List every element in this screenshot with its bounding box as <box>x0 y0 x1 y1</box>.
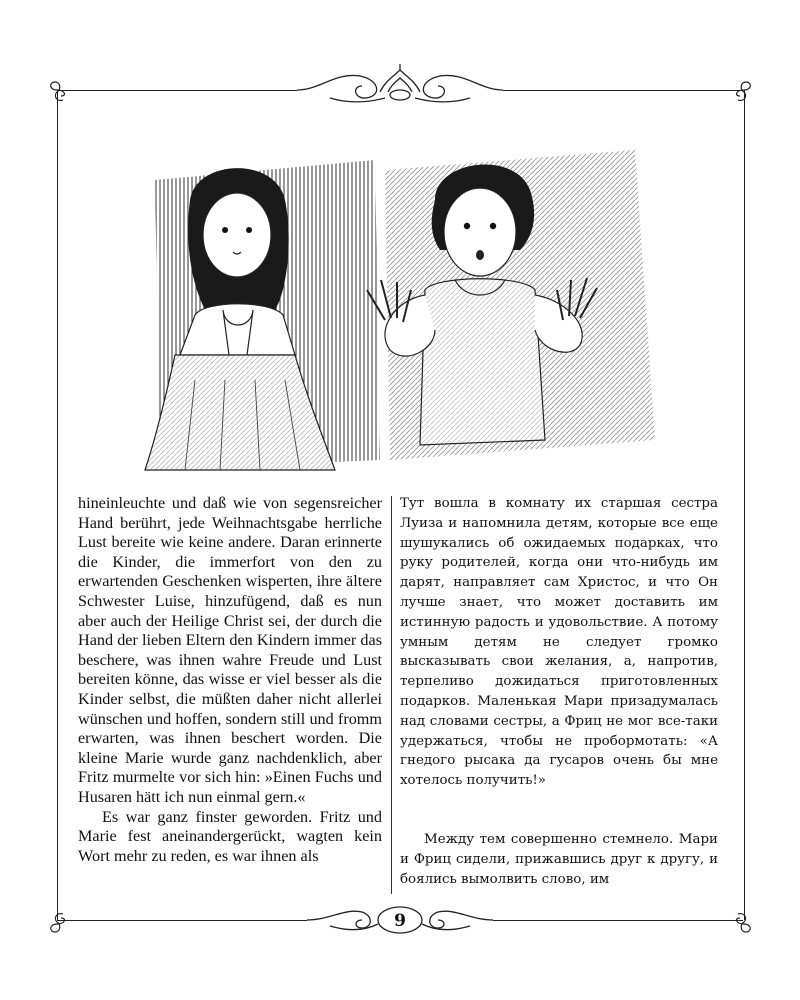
frame-bottom-right-line <box>493 920 743 921</box>
corner-ornament-bottom-right <box>728 906 758 936</box>
corner-ornament-top-right <box>728 78 758 108</box>
children-engraving-illustration <box>135 140 665 475</box>
page-number: 9 <box>394 911 406 931</box>
russian-paragraph-1: Тут вошла в комнату их старшая сестра Луиза и напомнила детям, которые все еще шушукались об ожидаемых подарках, что руку родителей, когда они что-нибудь им дарят, направляет сам Христос, и что Он лучше знает, что может доставить им истинную радость и удовольствие. А потому умным детям не следует громко высказывать свои желания, а, напротив, терпеливо дожидаться приготовленных подарков. Маленькая Мари призадумалась над словами сестры, а Фриц не мог все-таки удержаться, чтобы не пробормотать: «А гнедого рысака да гусаров очень бы мне хотелось получить!» <box>400 496 718 789</box>
russian-paragraph-2: Между тем совершенно стемнело. Мари и Фриц сидели, прижавшись друг к другу, и боялись вымолвить слово, им <box>400 831 718 887</box>
german-paragraph-1: hineinleuchte und daß wie von segensreicher Hand berührt, jede Weihnachtsgabe herrliche Lust bereite wie keine andere. Daran erinnerte die Kinder, die immerfort von den zu erwartenden Geschenken wisperten, ihre ältere Schwester Luise, hinzufügend, daß es nun aber auch der Heilige Christ sei, der durch die Hand der lieben Eltern den Kindern immer das beschere, was ihnen wahre Freude und Lust bereiten könne, das wisse er viel besser als die Kinder selbst, die müßten daher nicht allerlei wünschen und hoffen, sondern still und fromm erwarten, was ihnen beschert worden. Die kleine Marie wurde ganz nachdenklich, aber Fritz murmelte vor sich hin: »Einen Fuchs und Husaren hätt ich nun einmal gern.« <box>78 494 382 806</box>
column-divider <box>391 496 392 894</box>
corner-ornament-bottom-left <box>43 906 73 936</box>
frame-bottom-left-line <box>57 920 307 921</box>
corner-ornament-top-left <box>43 78 73 108</box>
frame-top-right-line <box>503 90 743 91</box>
russian-text-column <box>400 494 718 889</box>
frame-top-left-line <box>57 90 297 91</box>
german-text-column <box>78 494 382 866</box>
german-paragraph-2: Es war ganz finster geworden. Fritz und Marie fest aneinandergerückt, wagten kein Wort mehr zu reden, es war ihnen als <box>78 807 382 865</box>
top-flourish-ornament <box>290 62 510 108</box>
